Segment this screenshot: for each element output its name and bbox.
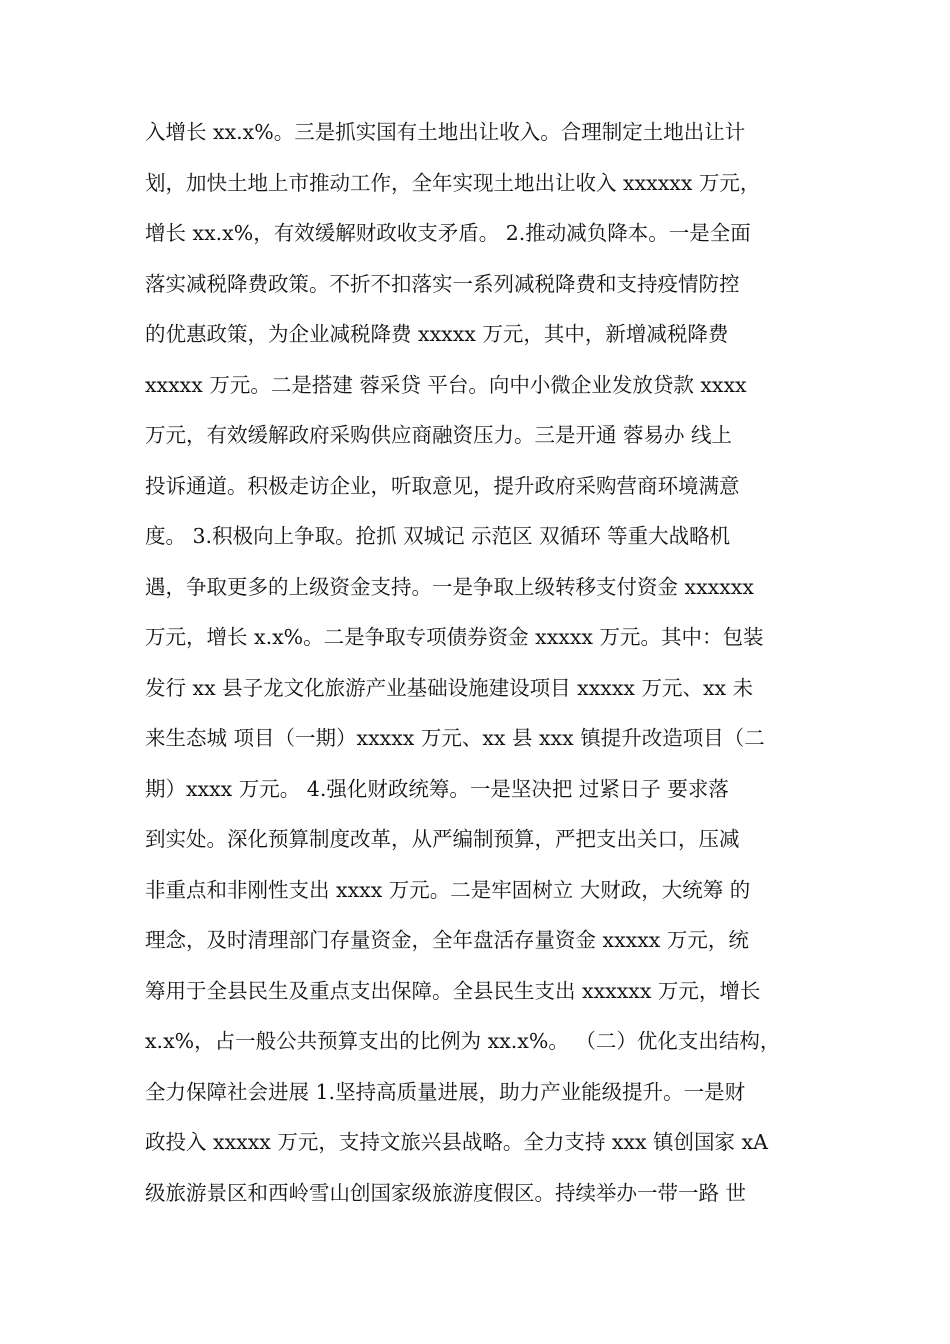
- text-line: 发行 xx 县子龙文化旅游产业基础设施建设项目 xxxxx 万元、xx 未: [145, 675, 754, 700]
- text-line: 投诉通道。积极走访企业，听取意见，提升政府采购营商环境满意: [145, 473, 740, 498]
- text-line: 落实减税降费政策。不折不扣落实一系列减税降费和支持疫情防控: [145, 271, 740, 296]
- text-line: 遇，争取更多的上级资金支持。一是争取上级转移支付资金 xxxxxx: [145, 574, 754, 599]
- body-text: [145, 107, 845, 1218]
- text-line: 来生态城 项目（一期）xxxxx 万元、xx 县 xxx 镇提升改造项目（二: [145, 726, 765, 750]
- text-line: 全力保障社会进展 1.坚持高质量进展，助力产业能级提升。一是财: [145, 1079, 746, 1104]
- text-line: 政投入 xxxxx 万元，支持文旅兴县战略。全力支持 xxx 镇创国家 xA: [145, 1130, 768, 1154]
- text-line: 入增长 xx.x%。三是抓实国有土地出让收入。合理制定土地出让计: [145, 120, 746, 144]
- text-line: 筹用于全县民生及重点支出保障。全县民生支出 xxxxxx 万元，增长: [145, 978, 761, 1003]
- text-line: x.x%，占一般公共预算支出的比例为 xx.x%。 （二）优化支出结构，: [145, 1029, 781, 1053]
- text-line: 到实处。深化预算制度改革，从严编制预算，严把支出关口，压减: [145, 827, 740, 851]
- text-line: 级旅游景区和西岭雪山创国家级旅游度假区。持续举办一带一路 世: [145, 1180, 747, 1205]
- text-line: 划，加快土地上市推动工作，全年实现土地出让收入 xxxxxx 万元，: [145, 170, 761, 195]
- text-line: 非重点和非刚性支出 xxxx 万元。二是牢固树立 大财政，大统筹 的: [145, 877, 751, 902]
- text-line: 期）xxxx 万元。 4.强化财政统筹。一是坚决把 过紧日子 要求落: [145, 776, 729, 801]
- text-line: 理念，及时清理部门存量资金，全年盘活存量资金 xxxxx 万元，统: [145, 928, 749, 952]
- text-line: 万元，有效缓解政府采购供应商融资压力。三是开通 蓉易办 线上: [145, 423, 733, 447]
- text-line: 增长 xx.x%，有效缓解财政收支矛盾。 2.推动减负降本。一是全面: [145, 221, 751, 245]
- text-line: 的优惠政策，为企业减税降费 xxxxx 万元，其中，新增减税降费: [145, 322, 729, 346]
- text-line: xxxxx 万元。二是搭建 蓉采贷 平台。向中小微企业发放贷款 xxxx: [145, 372, 747, 397]
- text-line: 度。 3.积极向上争取。抢抓 双城记 示范区 双循环 等重大战略机: [145, 524, 731, 548]
- text-line: 万元，增长 x.x%。二是争取专项债券资金 xxxxx 万元。其中：包装: [145, 625, 764, 649]
